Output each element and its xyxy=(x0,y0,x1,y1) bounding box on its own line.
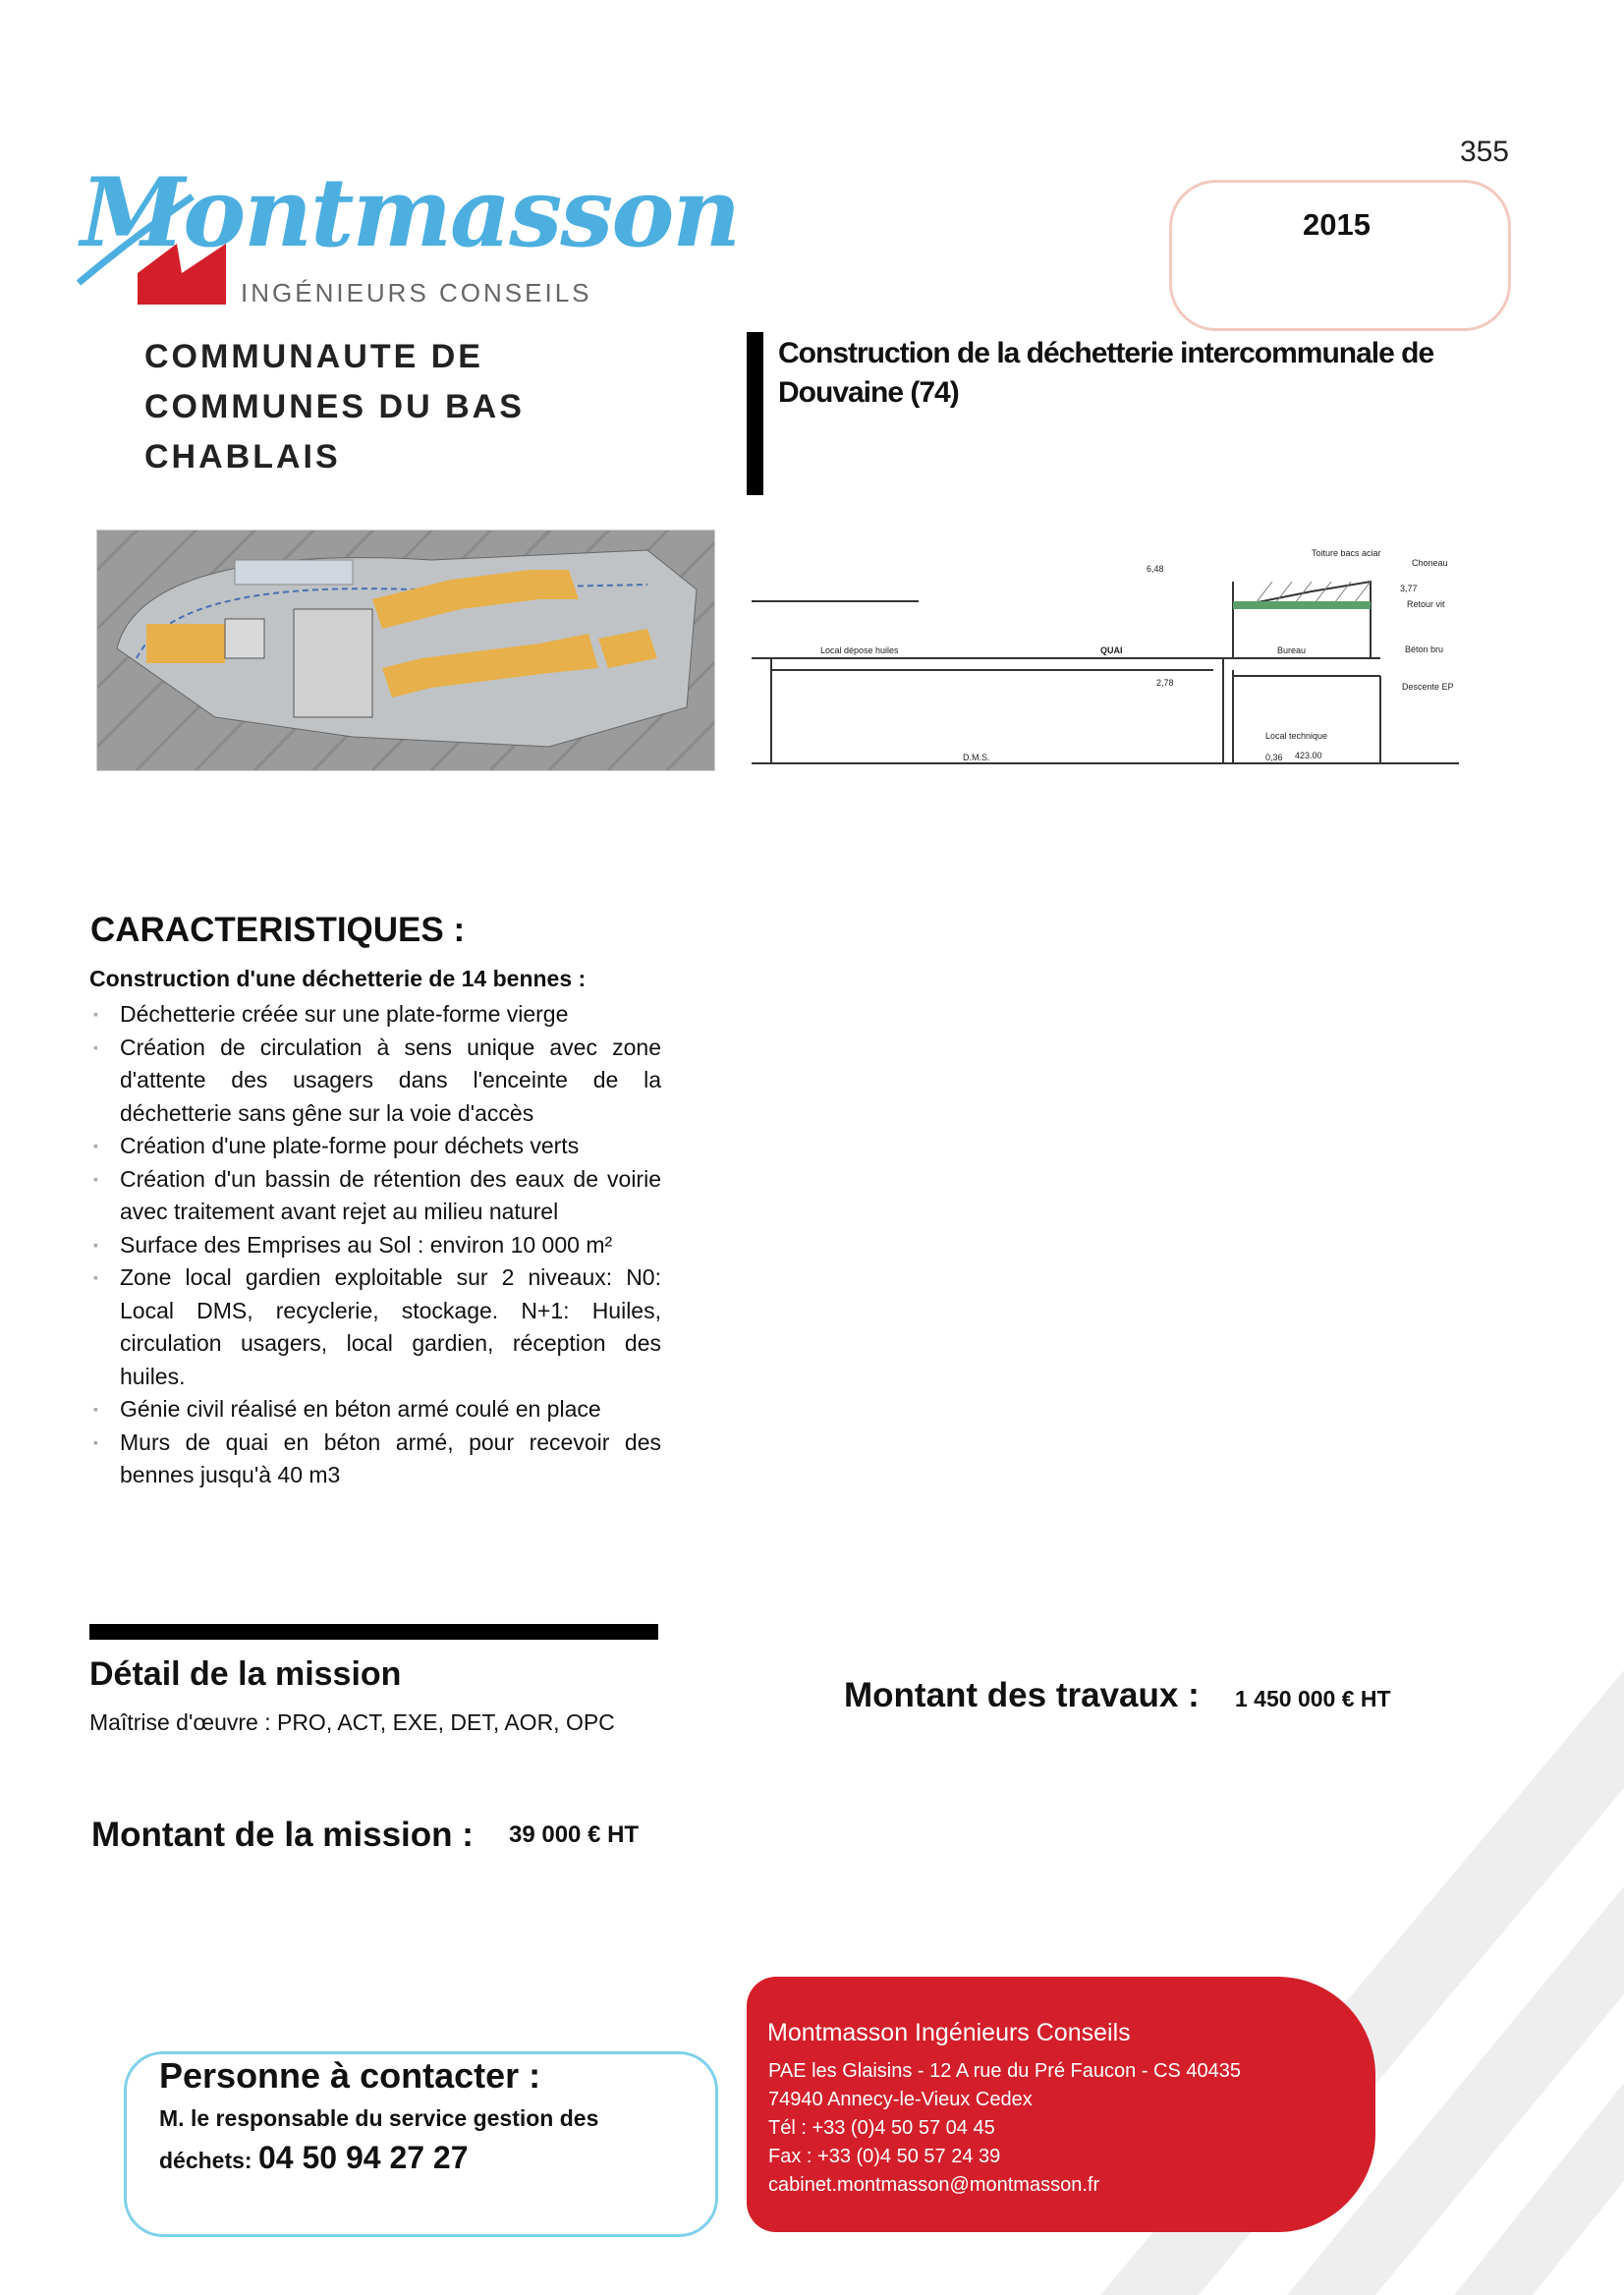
list-item: ▪ Zone local gardien exploitable sur 2 niveaux: N0: Local DMS, recyclerie, stockage. N+1: Huiles, circulation usagers, local gardien, réception des huiles. xyxy=(93,1261,661,1393)
caracteristiques-subheading: Construction d'une déchetterie de 14 bennes : xyxy=(89,966,587,991)
montant-mission-label: Montant de la mission : xyxy=(91,1816,474,1854)
client-name xyxy=(144,332,525,482)
footer-company: Montmasson Ingénieurs Conseils xyxy=(767,2019,1131,2046)
year-box xyxy=(1169,180,1511,331)
montant-travaux-value: 1 450 000 € HT xyxy=(1235,1686,1391,1711)
contact-details xyxy=(159,2099,611,2180)
section-label: Descente EP xyxy=(1402,682,1454,692)
list-item: ▪ Création d'un bassin de rétention des eaux de voirie avec traitement avant rejet au milieu naturel xyxy=(93,1163,661,1229)
footer-fax: Fax : +33 (0)4 50 57 24 39 xyxy=(768,2146,1001,2167)
list-item: ▪ Déchetterie créée sur une plate-forme vierge xyxy=(93,998,661,1032)
title-accent-bar xyxy=(747,332,763,495)
list-item: ▪ Création de circulation à sens unique avec zone d'attente des usagers dans l'enceinte de la déchetterie sans gêne sur la voie d'accès xyxy=(93,1032,661,1131)
project-title-line: Construction de la déchetterie intercommunale de xyxy=(778,337,1434,369)
project-title-line: Douvaine (74) xyxy=(778,376,959,409)
footer-tel: Tél : +33 (0)4 50 57 04 45 xyxy=(768,2117,995,2139)
list-item: ▪ Murs de quai en béton armé, pour recevoir des bennes jusqu'à 40 m3 xyxy=(93,1427,661,1492)
section-label: 3,77 xyxy=(1400,584,1418,593)
year: 2015 xyxy=(1303,207,1371,242)
site-plan-image xyxy=(96,530,715,771)
cross-section-drawing xyxy=(752,542,1459,803)
contact-line-prefix: déchets: xyxy=(159,2148,258,2173)
list-item: ▪ Surface des Emprises au Sol : environ 10 000 m² xyxy=(93,1229,661,1262)
section-label: Choneau xyxy=(1412,558,1448,568)
section-label: QUAI xyxy=(1100,645,1123,655)
footer-address xyxy=(768,2057,1241,2200)
features-list xyxy=(93,998,661,1492)
section-label: 0,36 xyxy=(1265,753,1283,762)
section-divider xyxy=(89,1624,658,1640)
list-item: ▪ Génie civil réalisé en béton armé coulé en place xyxy=(93,1393,661,1427)
mission-heading: Détail de la mission xyxy=(89,1655,402,1693)
section-label: 6,48 xyxy=(1147,564,1164,574)
montant-travaux-label: Montant des travaux : xyxy=(844,1676,1200,1714)
footer-line: 74940 Annecy-le-Vieux Cedex xyxy=(768,2089,1033,2110)
section-label: Local technique xyxy=(1265,731,1328,741)
section-label: D.M.S. xyxy=(963,753,990,762)
contact-heading: Personne à contacter : xyxy=(159,2055,541,2096)
footer-email: cabinet.montmasson@montmasson.fr xyxy=(768,2174,1100,2196)
section-label: Béton bru xyxy=(1405,644,1444,654)
montant-mission-value: 39 000 € HT xyxy=(509,1821,640,1848)
section-label: Toiture bacs aciar xyxy=(1312,548,1381,558)
client-line: COMMUNAUTE DE xyxy=(144,338,483,375)
page-number: 355 xyxy=(1459,136,1509,168)
logo-tagline: INGÉNIEURS CONSEILS xyxy=(241,278,592,308)
project-title xyxy=(778,334,1466,413)
section-label: Local dépose huiles xyxy=(820,645,899,655)
contact-line: M. le responsable du service gestion des xyxy=(159,2105,599,2131)
logo-wordmark: Montmasson xyxy=(81,157,740,268)
section-label: 2,78 xyxy=(1156,678,1174,688)
footer-line: PAE les Glaisins - 12 A rue du Pré Faucon - CS 40435 xyxy=(768,2060,1241,2082)
section-label: Bureau xyxy=(1277,645,1307,655)
list-item: ▪ Création d'une plate-forme pour déchets verts xyxy=(93,1130,661,1163)
section-label: Retour vit xyxy=(1407,599,1445,609)
caracteristiques-heading: CARACTERISTIQUES : xyxy=(90,911,466,949)
mission-text: Maîtrise d'œuvre : PRO, ACT, EXE, DET, AOR, OPC xyxy=(89,1709,615,1735)
contact-phone: 04 50 94 27 27 xyxy=(257,2140,469,2175)
client-line: COMMUNES DU BAS xyxy=(144,388,525,425)
client-line: CHABLAIS xyxy=(144,438,341,476)
section-label: 423.00 xyxy=(1295,751,1322,760)
